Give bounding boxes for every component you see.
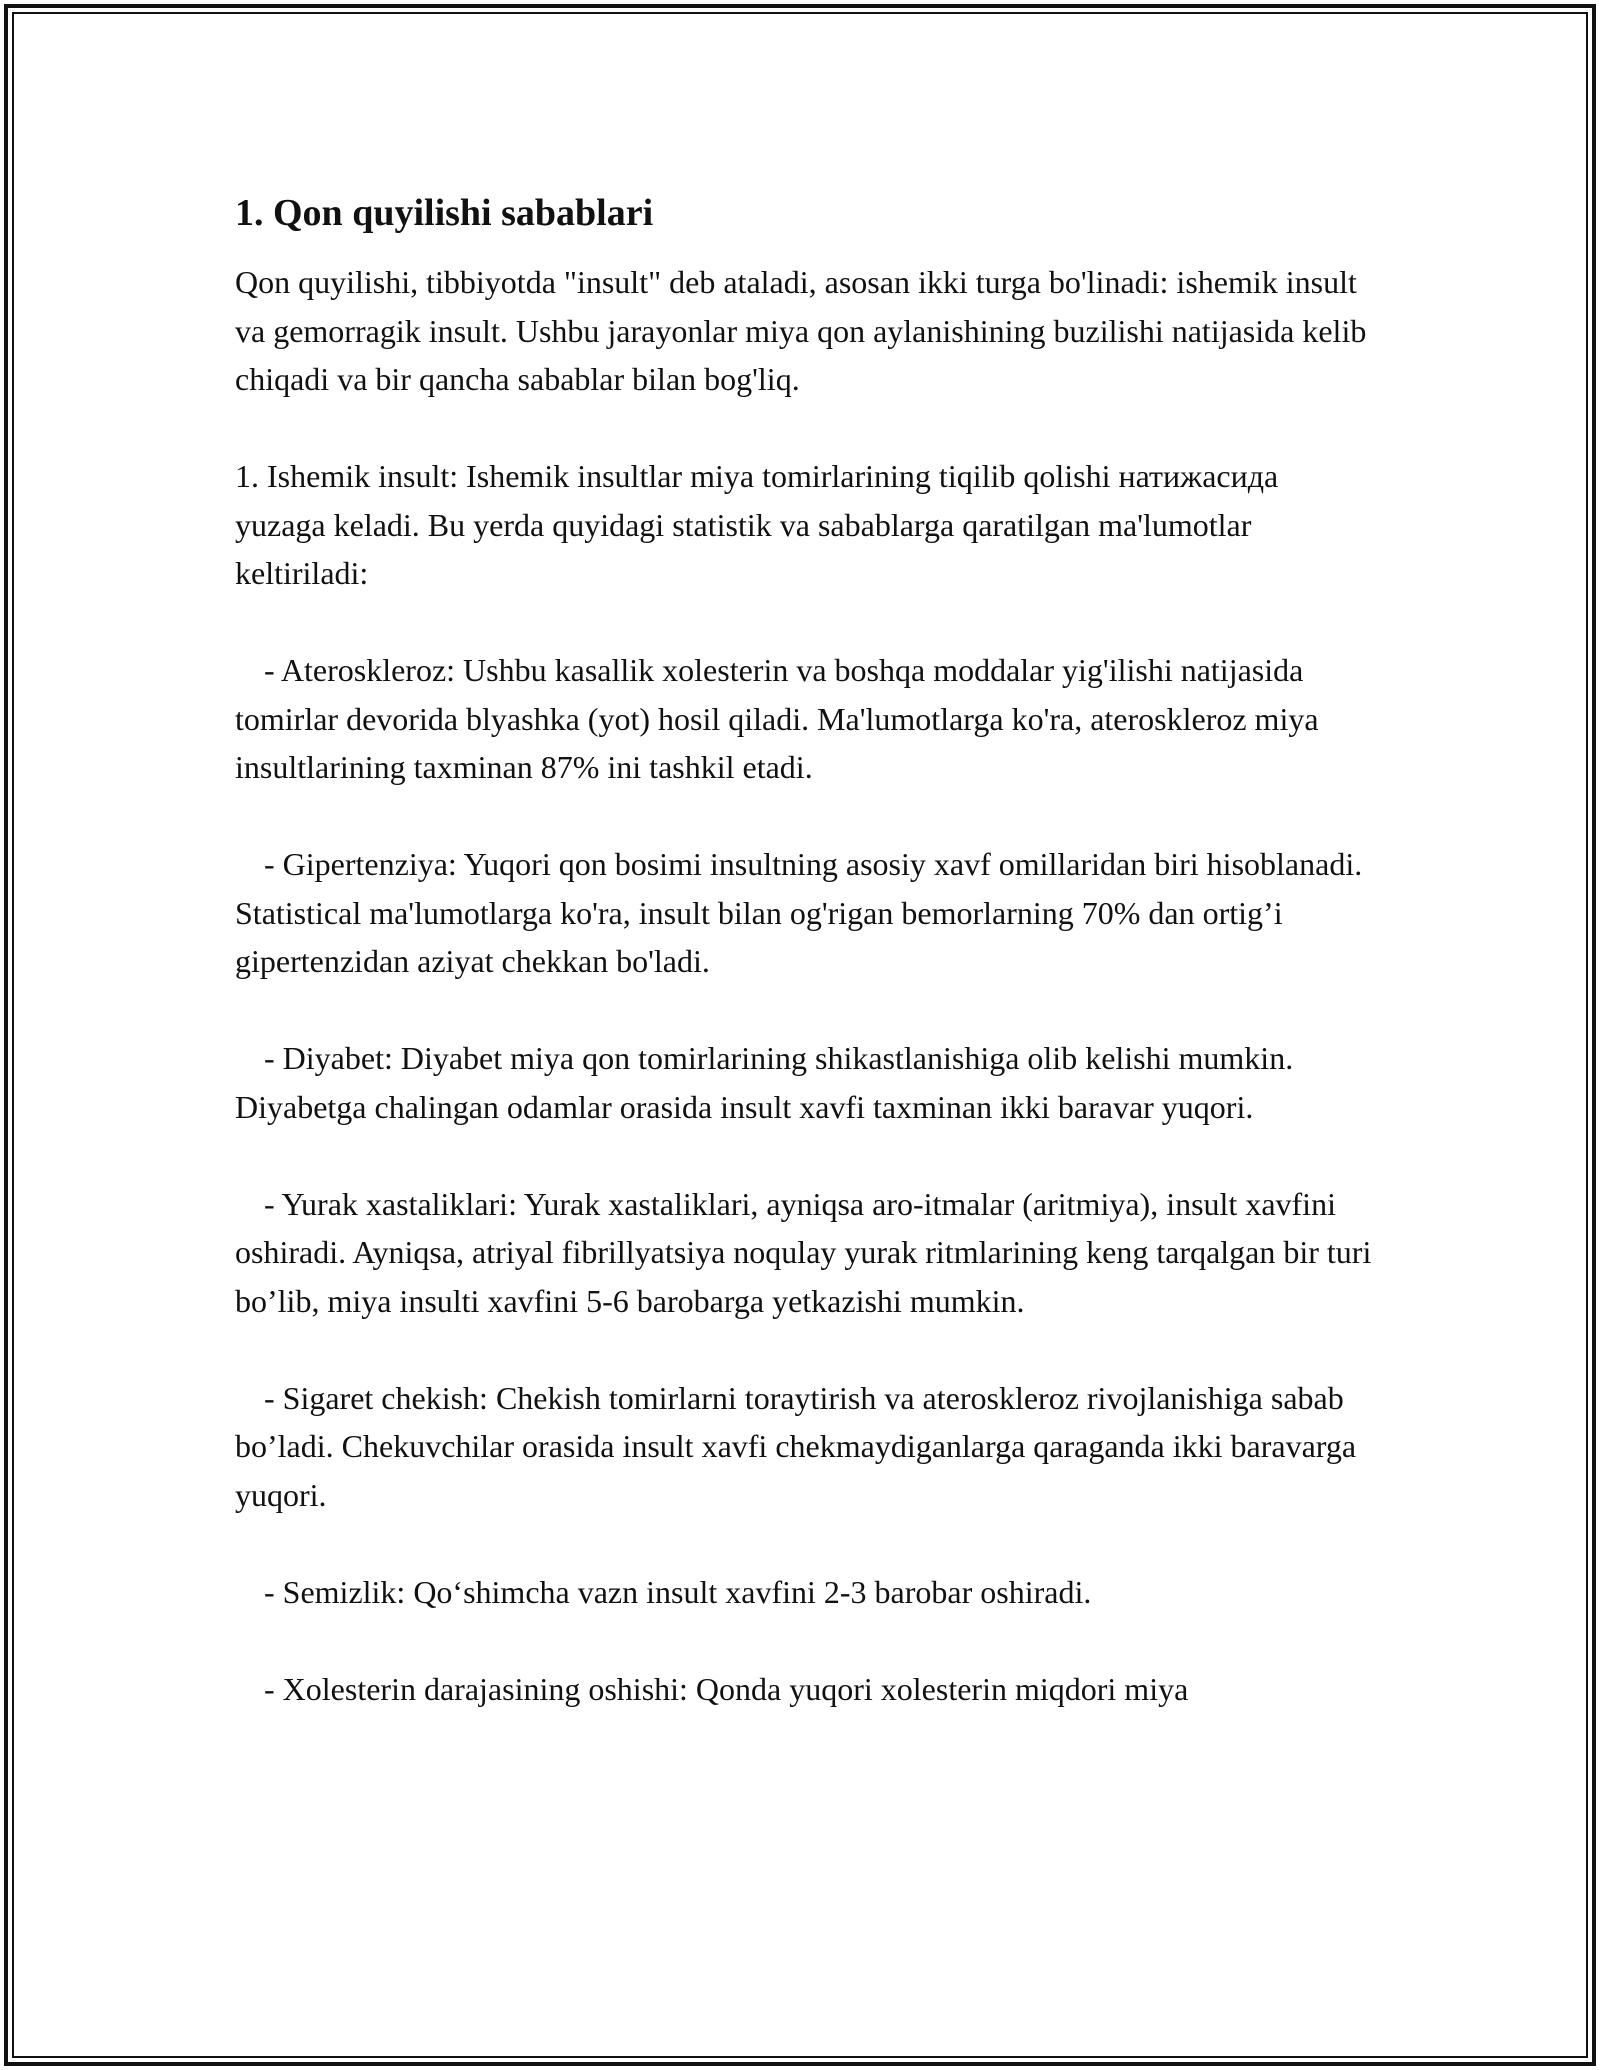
section-title: 1. Qon quyilishi sabablari xyxy=(235,192,654,234)
list-item-diabetes xyxy=(235,1034,1375,1131)
list-item-obesity xyxy=(235,1568,1375,1617)
list-item-text: - Ateroskleroz: Ushbu kasallik xolesterin va boshqa moddalar yig'ilishi natijasida tomirlar devorida blyashka (yot) hosil qiladi. Ma'lumotlarga ko'ra, ateroskleroz miya insultlarining taxminan 87% ini tashkil etadi. xyxy=(235,652,1319,785)
list-item-heart-disease xyxy=(235,1180,1375,1326)
list-item-hypertension xyxy=(235,840,1375,986)
document-body xyxy=(235,188,1375,1713)
list-item-text: - Diyabet: Diyabet miya qon tomirlarining shikastlanishiga olib kelishi mumkin. Diyabetga chalingan odamlar orasida insult xavfi taxminan ikki baravar yuqori. xyxy=(235,1040,1294,1125)
list-item-cholesterol xyxy=(235,1665,1375,1714)
list-item-text: - Semizlik: Qo‘shimcha vazn insult xavfini 2-3 barobar oshiradi. xyxy=(264,1573,1092,1610)
list-item-text: - Xolesterin darajasining oshishi: Qonda yuqori xolesterin miqdori miya xyxy=(264,1670,1189,1707)
list-item-text: - Gipertenziya: Yuqori qon bosimi insultning asosiy xavf omillaridan biri hisoblanadi. Statistical ma'lumotlarga ko'ra, insult bilan og'rigan bemorlarning 70% dan ortig’i gipertenzidan aziyat chekkan bo'ladi. xyxy=(235,846,1363,979)
ischemic-stroke-paragraph: 1. Ishemik insult: Ishemik insultlar miya tomirlarining tiqilib qolishi натижасида yuzaga keladi. Bu yerda quyidagi statistik va sabablarga qaratilgan ma'lumotlar keltiriladi: xyxy=(235,458,1279,591)
list-item-smoking xyxy=(235,1374,1375,1520)
intro-paragraph: Qon quyilishi, tibbiyotda "insult" deb ataladi, asosan ikki turga bo'linadi: ishemik insult va gemorragik insult. Ushbu jarayonlar miya qon aylanishining buzilishi natijasida kelib chiqadi va bir qancha sabablar bilan bog'liq. xyxy=(235,264,1367,397)
list-item-text: - Sigaret chekish: Chekish tomirlarni toraytirish va ateroskleroz rivojlanishiga sabab bo’ladi. Chekuvchilar orasida insult xavfi chekmaydiganlarga qaraganda ikki baravarga yuqori. xyxy=(235,1379,1357,1513)
list-item-atherosclerosis xyxy=(235,646,1375,792)
list-item-text: - Yurak xastaliklari: Yurak xastaliklari, ayniqsa aro-itmalar (aritmiya), insult xavfini oshiradi. Ayniqsa, atriyal fibrillyatsiya noqulay yurak ritmlarining keng tarqalgan bir turi bo’lib, miya insulti xavfini 5-6 barobarga yetkazishi mumkin. xyxy=(235,1185,1372,1319)
